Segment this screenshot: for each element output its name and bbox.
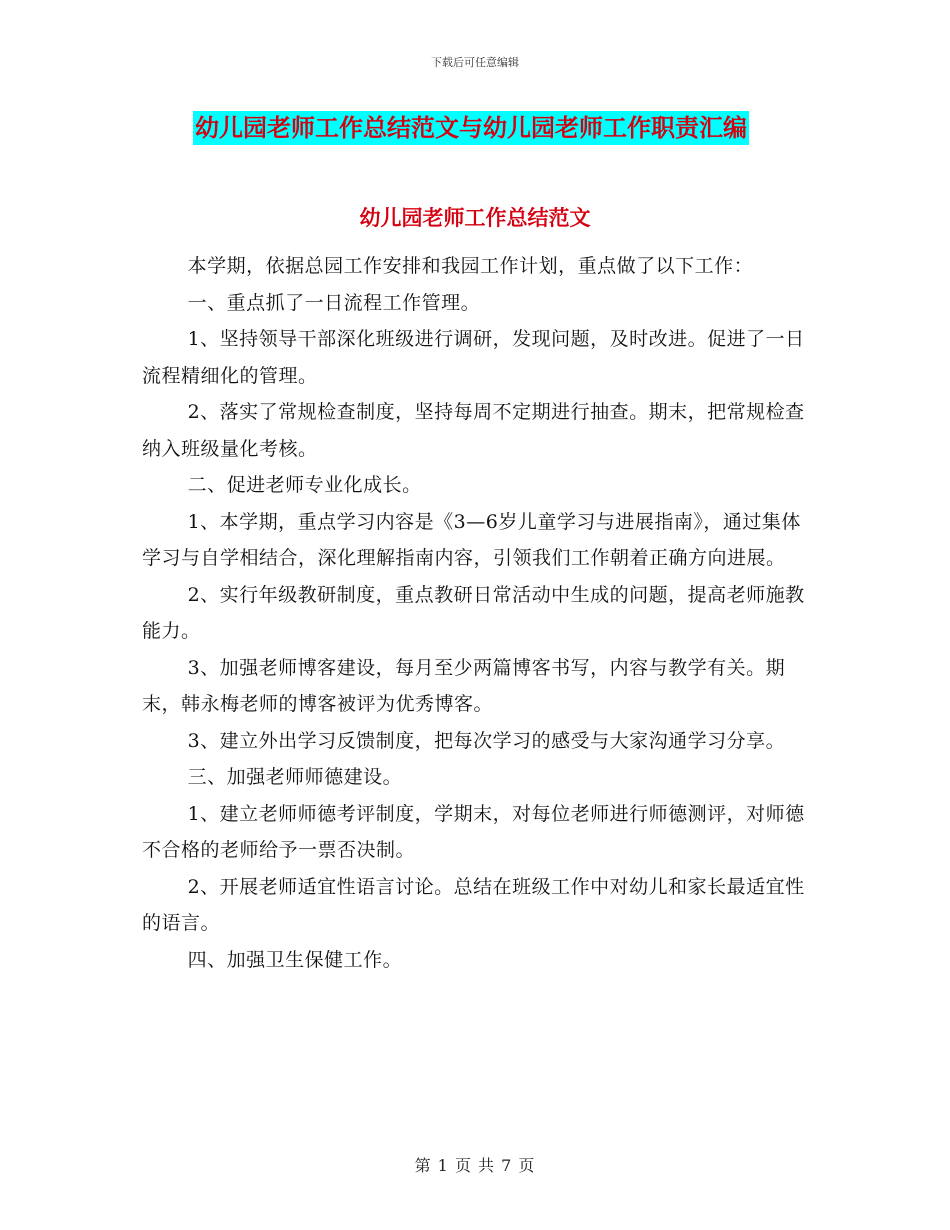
paragraph: 3、建立外出学习反馈制度，把每次学习的感受与大家沟通学习分享。: [187, 729, 786, 752]
header-note: 下载后可任意编辑: [431, 56, 519, 69]
paragraph-heading-1: 一、重点抓了一日流程工作管理。: [187, 291, 481, 314]
section-title: 幼儿园老师工作总结范文: [359, 206, 591, 230]
paragraph: 1、坚持领导干部深化班级进行调研，发现问题，及时改进。促进了一日流程精细化的管理。: [142, 328, 805, 387]
page-footer: 第 1 页 共 7 页: [414, 1156, 536, 1175]
paragraph: 2、实行年级教研制度，重点教研日常活动中生成的问题，提高老师施教能力。: [142, 583, 805, 642]
paragraph: 1、本学期，重点学习内容是《3—6岁儿童学习与进展指南》，通过集体学习与自学相结合，深化理解指南内容，引领我们工作朝着正确方向进展。: [142, 510, 801, 569]
paragraph: 2、落实了常规检查制度，坚持每周不定期进行抽查。期末，把常规检查纳入班级量化考核。: [142, 401, 805, 460]
paragraph-heading-2: 二、促进老师专业化成长。: [187, 474, 422, 496]
paragraph-heading-3: 三、加强老师师德建设。: [187, 766, 403, 788]
paragraph: 1、建立老师师德考评制度，学期末，对每位老师进行师德测评，对师德不合格的老师给予一票否决制。: [142, 802, 805, 861]
document-title: 幼儿园老师工作总结范文与幼儿园老师工作职责汇编: [193, 111, 749, 145]
paragraph: 2、开展老师适宜性语言讨论。总结在班级工作中对幼儿和家长最适宜性的语言。: [142, 875, 805, 934]
paragraph-intro: 本学期，依据总园工作安排和我园工作计划，重点做了以下工作：: [187, 255, 754, 277]
paragraph-heading-4: 四、加强卫生保健工作。: [187, 948, 403, 971]
paragraph: 3、加强老师博客建设，每月至少两篇博客书写，内容与教学有关。期末，韩永梅老师的博客被评为优秀博客。: [142, 656, 786, 715]
body-text: [142, 248, 810, 978]
